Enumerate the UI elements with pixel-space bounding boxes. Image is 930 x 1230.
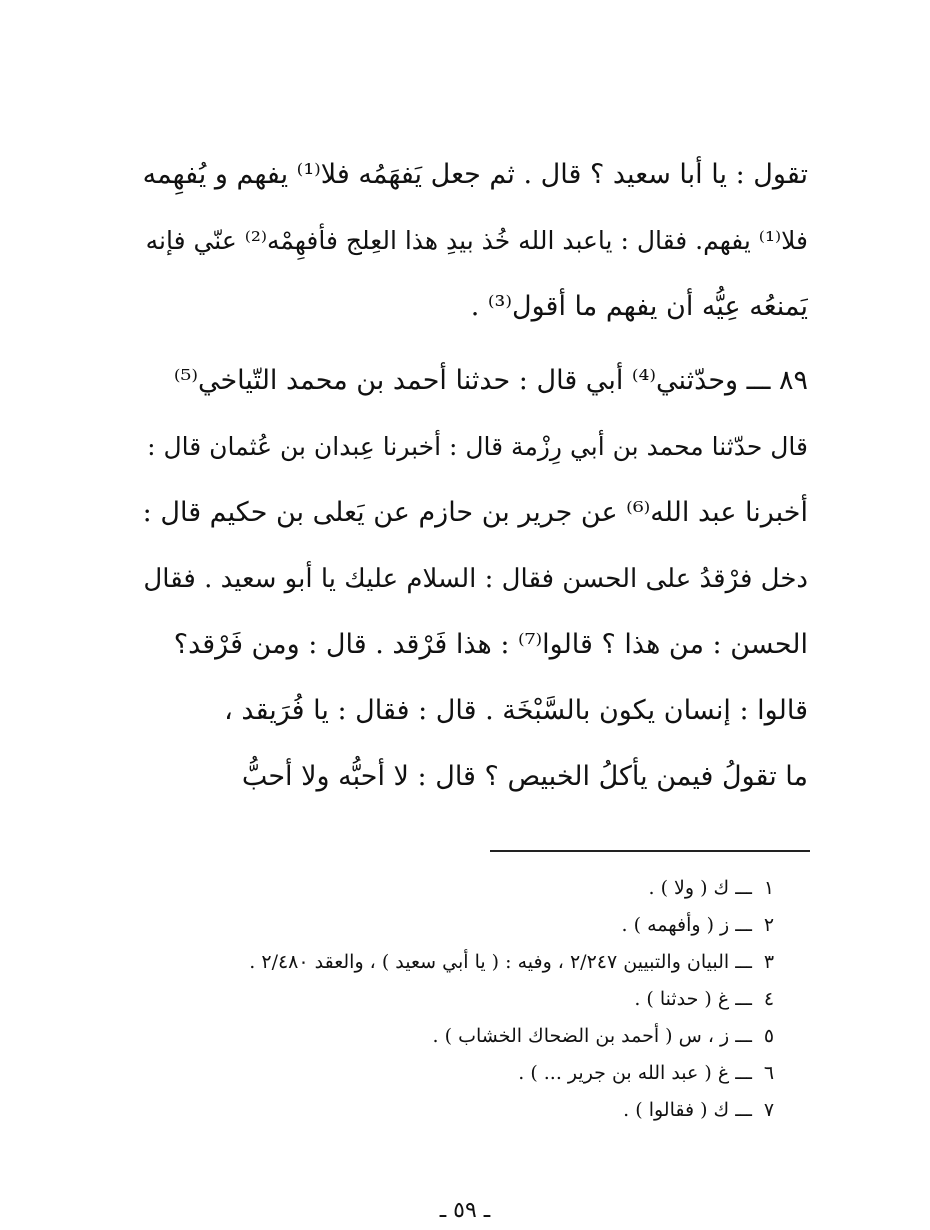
footnote [140, 1018, 780, 1055]
footnote-number: ٧ [763, 1099, 775, 1121]
text-line: فلا⁽¹⁾ يفهم. فقال : ياعبد الله خُذ بيدِ هذا العِلج فأفهِمْه⁽²⁾ عنّي فإنه [145, 226, 808, 255]
footnote-separator [490, 850, 810, 852]
footnote-text: ـــ ك ( فقالوا ) . [623, 1099, 752, 1121]
text-line: قال حدّثنا محمد بن أبي رِزْمة قال : أخبرنا عِبدان بن عُثمان قال : [147, 432, 808, 461]
text-line: الحسن : من هذا ؟ قالوا⁽⁷⁾ : هذا فَرْقد . قال : ومن فَرْقد؟ [173, 629, 808, 660]
footnote [140, 870, 780, 907]
footnote [140, 1092, 780, 1129]
footnote-text: ـــ ز ( وأفهمه ) . [621, 914, 752, 936]
text-line-paragraph-start: ٨٩ ـــ وحدّثني⁽⁴⁾ أبي قال : حدثنا أحمد بن محمد التّياخي⁽⁵⁾ [173, 365, 808, 396]
footnote-text: ـــ ك ( ولا ) . [648, 877, 752, 899]
footnote-number: ٥ [763, 1025, 775, 1047]
footnote [140, 1055, 780, 1092]
footnote-number: ٣ [763, 951, 775, 973]
footnote [140, 907, 780, 944]
footnote-text: ـــ غ ( عبد الله بن جرير ... ) . [518, 1062, 752, 1084]
footnote-text: ـــ غ ( حدثنا ) . [634, 988, 752, 1010]
text-line: قالوا : إنسان يكون بالسَّبْخَة . قال : فقال : يا فُرَيقد ، [224, 695, 808, 726]
footnote-number: ١ [763, 877, 775, 899]
footnote-number: ٢ [763, 914, 775, 936]
footnotes [140, 870, 780, 1129]
footnote [140, 981, 780, 1018]
footnote-text: ـــ ز ، س ( أحمد بن الضحاك الخشاب ) . [432, 1025, 752, 1047]
text-line: يَمنعُه عِيُّه أن يفهم ما أقول⁽³⁾ . [470, 291, 808, 322]
text-line: تقول : يا أبا سعيد ؟ قال . ثم جعل يَفهَمُه فلا⁽¹⁾ يفهم و يُفهِمه [142, 159, 808, 190]
footnote-number: ٦ [763, 1062, 775, 1084]
text-line: دخل فرْقدُ على الحسن فقال : السلام عليك يا أبو سعيد . فقال [143, 564, 808, 594]
footnote-number: ٤ [763, 988, 775, 1010]
footnote-text: ـــ البيان والتبيين ٢/٢٤٧ ، وفيه : ( يا أبي سعيد ) ، والعقد ٢/٤٨٠ . [249, 951, 752, 973]
text-line: ما تقولُ فيمن يأكلُ الخبيص ؟ قال : لا أحبُّه ولا أحبُّ [241, 761, 808, 792]
page-number: ـ ٥٩ ـ [439, 1198, 491, 1223]
main-text [128, 142, 808, 810]
footnote [140, 944, 780, 981]
text-line: أخبرنا عبد الله⁽⁶⁾ عن جرير بن حازم عن يَعلى بن حكيم قال : [142, 497, 808, 528]
